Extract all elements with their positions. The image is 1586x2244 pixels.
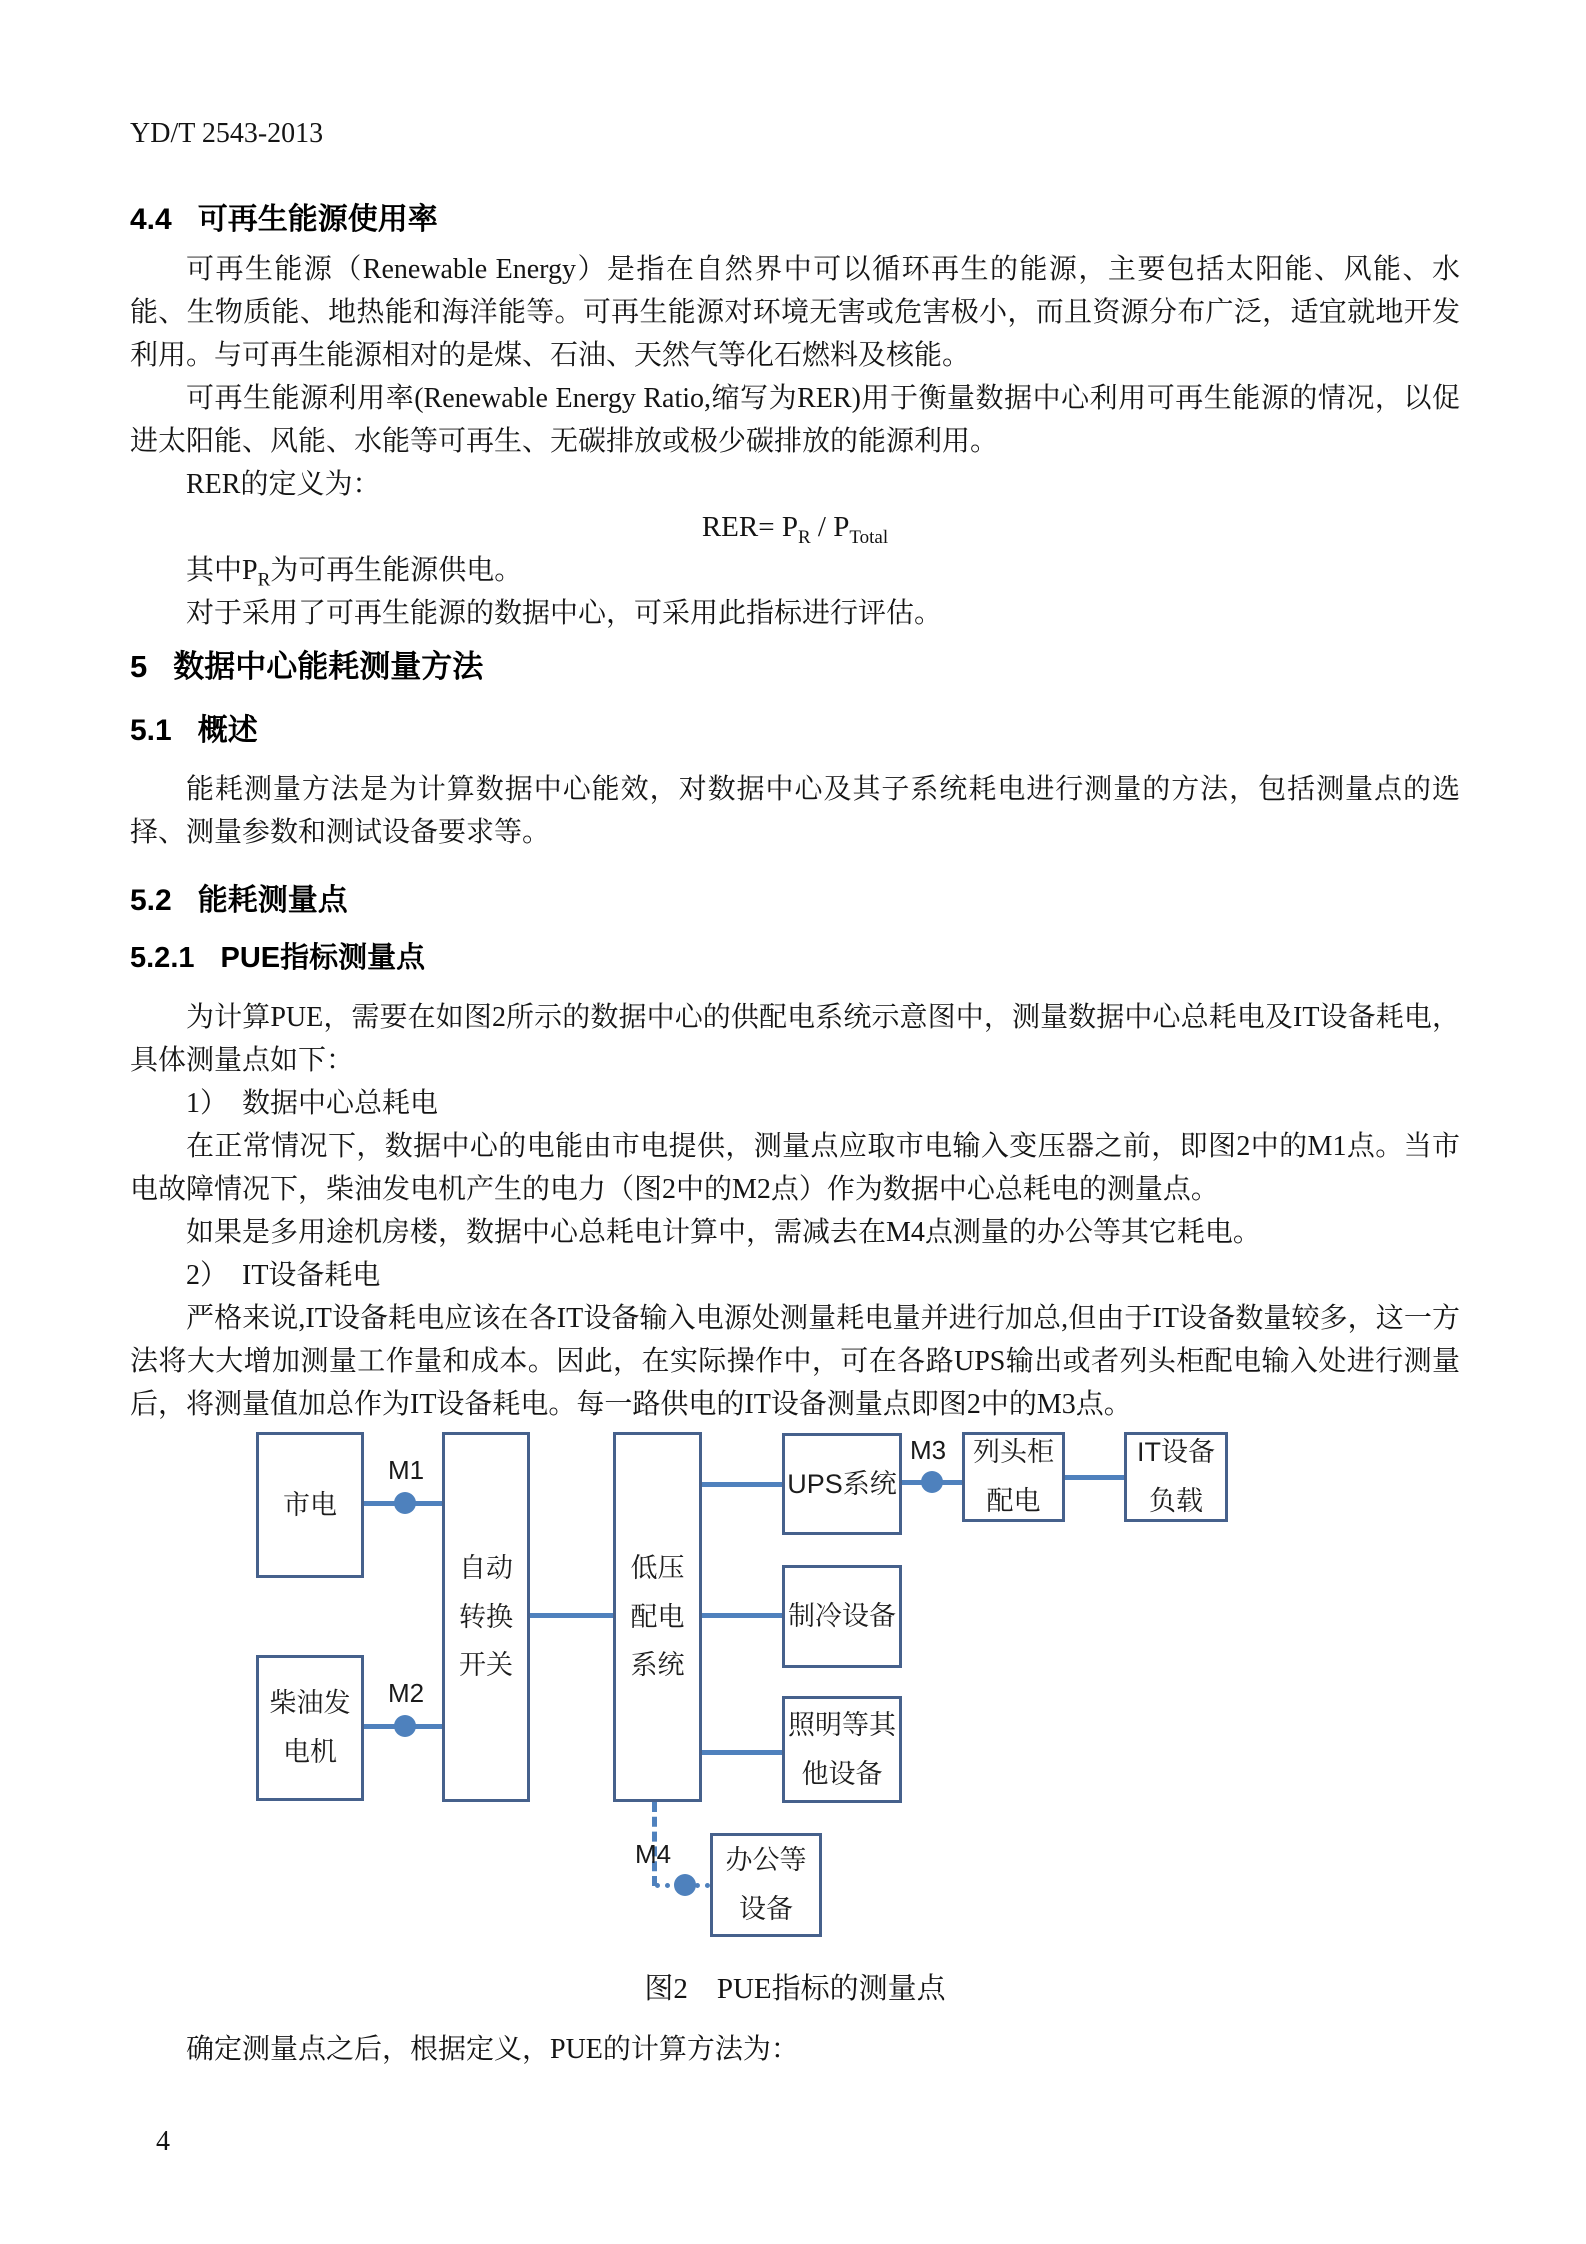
- section-title: 可再生能源使用率: [197, 203, 438, 236]
- section-number: 5: [130, 649, 148, 684]
- ups-system-box: [782, 1433, 902, 1535]
- section-5-heading: [130, 645, 1460, 688]
- box-label: 他设备: [801, 1758, 883, 1789]
- m2-label: M2: [388, 1678, 425, 1708]
- box-label: 设备: [739, 1894, 793, 1924]
- box-label: 照明等其: [788, 1709, 896, 1740]
- paragraph-overview: 能耗测量方法是为计算数据中心能效，对数据中心及其子系统耗电进行测量的方法，包括测量点的选择、测量参数和测试设备要求等。: [130, 774, 1460, 848]
- connector-pdu-to-it: [1065, 1475, 1124, 1480]
- section-title: 数据中心能耗测量方法: [173, 649, 484, 684]
- automatic-transfer-switch-box: [442, 1432, 530, 1802]
- section-5-1-heading: [130, 709, 1460, 752]
- low-voltage-distribution-box: [613, 1432, 702, 1802]
- connector-ats-to-lv: [530, 1613, 613, 1618]
- m1-measurement-dot: [394, 1492, 416, 1514]
- formula-subscript-r: R: [797, 526, 811, 548]
- box-label: 柴油发: [269, 1688, 351, 1719]
- formula-lhs: RER= P: [701, 511, 798, 543]
- it-equipment-load-box: [1124, 1432, 1228, 1522]
- section-number: 4.4: [130, 203, 172, 236]
- connector-lv-to-lighting: [702, 1750, 782, 1755]
- m3-label: M3: [910, 1435, 947, 1465]
- box-label: 转换: [459, 1601, 513, 1632]
- section-5-2-heading: [130, 879, 1460, 922]
- paragraph-rer-usage: 对于采用了可再生能源的数据中心，可采用此指标进行评估。: [186, 598, 943, 629]
- box-label: 配电: [986, 1486, 1041, 1516]
- box-label: 开关: [459, 1650, 513, 1681]
- diesel-generator-box: [256, 1655, 364, 1801]
- box-label: 列头柜: [973, 1437, 1054, 1468]
- section-number: 5.2.1: [130, 942, 195, 974]
- standard-code-header: YD/T 2543-2013: [130, 118, 324, 149]
- section-number: 5.2: [130, 884, 172, 917]
- formula-subscript-total: Total: [849, 526, 889, 548]
- box-label: 自动: [459, 1553, 513, 1584]
- row-head-cabinet-box: [962, 1432, 1065, 1522]
- rer-formula: [130, 506, 1460, 549]
- pr-text-post: 为可再生能源供电。: [270, 555, 523, 586]
- section-number: 5.1: [130, 714, 172, 747]
- paragraph-pue-measure-intro: 为计算PUE，需要在如图2所示的数据中心的供配电系统示意图中，测量数据中心总耗电及IT设备耗电，具体测量点如下：: [130, 1002, 1460, 1076]
- list-item-1-total-power: 1） 数据中心总耗电: [186, 1088, 439, 1119]
- box-label: 系统: [630, 1650, 685, 1681]
- box-label: 负载: [1149, 1486, 1203, 1516]
- formula-mid: / P: [810, 511, 850, 543]
- figure-2-power-distribution-diagram: [250, 1432, 1240, 1942]
- page-number: 4: [156, 2126, 170, 2157]
- paragraph-m1-m2-points: 在正常情况下，数据中心的电能由市电提供，测量点应取市电输入变压器之前，即图2中的M1点。当市电故障情况下，柴油发电机产生的电力（图2中的M2点）作为数据中心总耗电的测量点。: [130, 1131, 1460, 1205]
- paragraph-rer-lead-in: RER的定义为：: [186, 469, 381, 500]
- pr-subscript: R: [257, 569, 271, 591]
- m4-label: M4: [635, 1839, 672, 1869]
- box-label: 配电: [630, 1601, 685, 1632]
- m3-measurement-dot: [921, 1471, 943, 1493]
- office-equipment-box: [710, 1833, 822, 1937]
- box-label: 低压: [630, 1553, 685, 1584]
- m1-label: M1: [388, 1455, 425, 1485]
- section-title: 概述: [197, 714, 258, 747]
- box-label: 市电: [283, 1489, 337, 1520]
- pr-text-pre: 其中P: [186, 555, 258, 586]
- lighting-other-equipment-box: [782, 1696, 902, 1803]
- paragraph-pr-explanation: [130, 549, 1460, 592]
- section-5-2-1-heading: [130, 937, 1460, 980]
- mains-power-box: [256, 1432, 364, 1578]
- box-label: IT设备: [1137, 1437, 1215, 1468]
- section-4-4-heading: [130, 198, 1460, 241]
- paragraph-rer-description: 可再生能源利用率(Renewable Energy Ratio,缩写为RER)用于衡量数据中心利用可再生能源的情况，以促进太阳能、风能、水能等可再生、无碳排放或极少碳排放的能源利用。: [130, 383, 1460, 457]
- list-item-2-it-power: 2） IT设备耗电: [186, 1260, 381, 1291]
- paragraph-renewable-energy-definition: 可再生能源（Renewable Energy）是指在自然界中可以循环再生的能源，主要包括太阳能、风能、水能、生物质能、地热能和海洋能等。可再生能源对环境无害或危害极小，而且资源分布广泛，适宜就地开发利用。与可再生能源相对的是煤、石油、天然气等化石燃料及核能。: [130, 254, 1460, 371]
- connector-lv-to-ups: [702, 1482, 782, 1487]
- section-title: PUE指标测量点: [220, 942, 426, 974]
- paragraph-pue-calculation-lead-in: 确定测量点之后，根据定义，PUE的计算方法为：: [186, 2034, 799, 2065]
- m4-measurement-dot: [674, 1874, 696, 1896]
- box-label: 办公等: [725, 1845, 807, 1876]
- cooling-equipment-box: [782, 1565, 902, 1668]
- paragraph-m4-deduction: 如果是多用途机房楼，数据中心总耗电计算中，需减去在M4点测量的办公等其它耗电。: [186, 1217, 1261, 1248]
- box-label: 制冷设备: [788, 1601, 896, 1632]
- section-title: 能耗测量点: [197, 884, 348, 917]
- box-label: UPS系统: [787, 1468, 897, 1499]
- figure-2-caption: 图2 PUE指标的测量点: [644, 1973, 946, 2005]
- page-content: [130, 112, 1460, 2071]
- box-label: 电机: [283, 1737, 337, 1767]
- connector-lv-to-cooling: [702, 1613, 782, 1618]
- m2-measurement-dot: [394, 1715, 416, 1737]
- paragraph-m3-point: 严格来说,IT设备耗电应该在各IT设备输入电源处测量耗电量并进行加总,但由于IT设备数量较多，这一方法将大大增加测量工作量和成本。因此，在实际操作中，可在各路UPS输出或者列头柜配电输入处进行测量后，将测量值加总作为IT设备耗电。每一路供电的IT设备测量点即图2中的M3点。: [130, 1303, 1460, 1420]
